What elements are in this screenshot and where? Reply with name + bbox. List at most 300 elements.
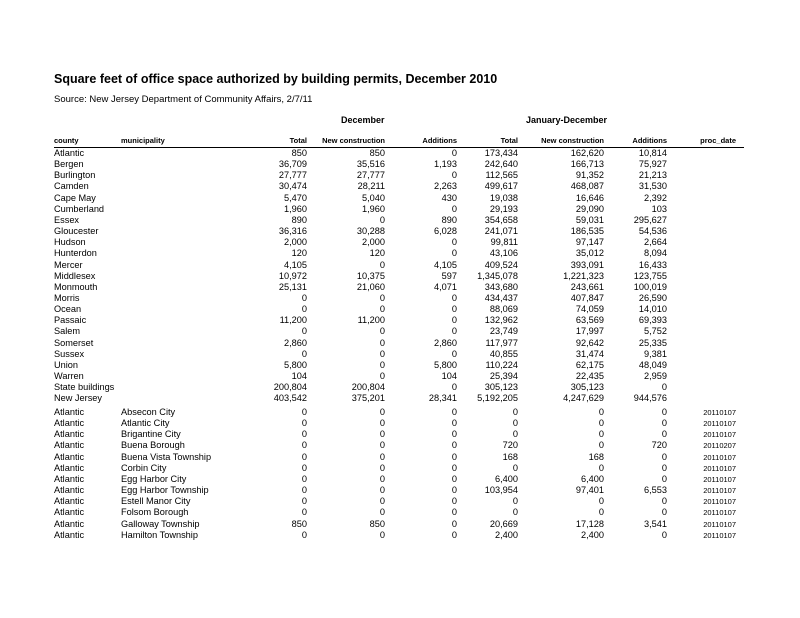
county-cell: Atlantic (54, 485, 85, 496)
municipality-cell: Buena Vista Township (121, 451, 212, 462)
yr-additions-cell: 54,536 (638, 226, 667, 237)
yr-total-cell: 0 (512, 429, 518, 440)
county-cell: Ocean (54, 304, 82, 315)
dec-additions-cell: 1,193 (434, 159, 457, 170)
yr-total-cell: 5,192,205 (477, 393, 518, 404)
municipality-table-row (0, 440, 800, 451)
yr-additions-cell: 0 (661, 529, 667, 540)
yr-total-cell: 434,437 (484, 292, 518, 303)
county-table-row (0, 338, 800, 349)
yr-additions-cell: 8,094 (644, 248, 667, 259)
county-cell: Cape May (54, 192, 96, 203)
dec-new-construction-cell: 2,000 (362, 237, 385, 248)
county-cell: Essex (54, 214, 80, 225)
county-cell: Union (54, 359, 79, 370)
dec-new-construction-cell: 0 (379, 359, 385, 370)
yr-total-cell: 409,524 (484, 259, 518, 270)
dec-total-cell: 0 (301, 407, 307, 417)
county-table-row (0, 170, 800, 181)
dec-new-construction-cell: 0 (379, 418, 385, 429)
yr-additions-cell: 0 (661, 496, 667, 507)
municipality-table-row (0, 418, 800, 429)
group-header-january-december: January-December (526, 115, 608, 125)
dec-additions-cell: 0 (451, 518, 457, 529)
dec-total-cell: 850 (291, 148, 307, 158)
county-cell: Atlantic (54, 462, 85, 473)
dec-additions-cell: 0 (451, 315, 457, 326)
county-table-row (0, 159, 800, 170)
dec-total-cell: 5,470 (284, 192, 307, 203)
yr-total-cell: 0 (512, 496, 518, 507)
dec-additions-cell: 5,800 (434, 359, 457, 370)
dec-additions-cell: 0 (451, 451, 457, 462)
dec-additions-cell: 0 (451, 148, 457, 158)
dec-new-construction-cell: 0 (379, 440, 385, 451)
dec-new-construction-cell: 0 (379, 507, 385, 518)
dec-new-construction-cell: 850 (369, 518, 385, 529)
dec-total-cell: 0 (301, 304, 307, 315)
yr-additions-cell: 0 (661, 473, 667, 484)
dec-new-construction-cell: 0 (379, 326, 385, 337)
yr-additions-cell: 5,752 (644, 326, 667, 337)
municipality-cell: Galloway Township (121, 518, 200, 529)
proc-date-cell: 20110107 (703, 486, 736, 496)
municipality-table-row (0, 407, 800, 418)
yr-total-cell: 29,193 (489, 203, 518, 214)
col-header-municipality: municipality (121, 136, 165, 145)
county-cell: Atlantic (54, 440, 85, 451)
yr-total-cell: 23,749 (489, 326, 518, 337)
municipality-table-row (0, 530, 800, 541)
yr-total-cell: 117,977 (485, 337, 518, 348)
yr-total-cell: 499,617 (484, 181, 518, 192)
yr-new-construction-cell: 62,175 (575, 359, 604, 370)
yr-new-construction-cell: 17,128 (575, 518, 604, 529)
yr-additions-cell: 2,392 (644, 192, 667, 203)
dec-new-construction-cell: 1,960 (362, 203, 385, 214)
dec-additions-cell: 0 (451, 407, 457, 417)
county-table-row (0, 304, 800, 315)
yr-additions-cell: 48,049 (638, 359, 667, 370)
municipality-cell: Estell Manor City (121, 496, 191, 507)
county-cell: Morris (54, 292, 80, 303)
dec-additions-cell: 0 (451, 440, 457, 451)
dec-additions-cell: 0 (451, 170, 457, 181)
dec-new-construction-cell: 0 (379, 473, 385, 484)
yr-new-construction-cell: 16,646 (575, 192, 604, 203)
yr-total-cell: 173,434 (484, 148, 518, 158)
yr-new-construction-cell: 0 (598, 429, 604, 440)
col-header-yr-additions: Additions (632, 136, 667, 145)
col-header-proc-date: proc_date (700, 136, 736, 145)
dec-total-cell: 0 (301, 529, 307, 540)
dec-total-cell: 403,542 (273, 393, 307, 404)
yr-new-construction-cell: 162,620 (570, 148, 604, 158)
county-cell: Atlantic (54, 518, 85, 529)
dec-total-cell: 2,000 (284, 237, 307, 248)
dec-total-cell: 0 (301, 440, 307, 451)
proc-date-cell: 20110107 (703, 474, 736, 484)
yr-new-construction-cell: 168 (588, 451, 604, 462)
dec-new-construction-cell: 850 (369, 148, 385, 158)
county-cell: Burlington (54, 170, 96, 181)
yr-total-cell: 0 (512, 407, 518, 417)
dec-new-construction-cell: 0 (379, 407, 385, 417)
dec-new-construction-cell: 0 (379, 371, 385, 381)
county-table-row (0, 315, 800, 326)
dec-total-cell: 36,709 (278, 159, 307, 170)
yr-additions-cell: 75,927 (638, 159, 667, 170)
municipality-table-row (0, 485, 800, 496)
yr-total-cell: 1,345,078 (477, 270, 518, 281)
yr-total-cell: 40,855 (489, 348, 518, 359)
col-header-yr-total: Total (500, 136, 518, 145)
dec-new-construction-cell: 120 (369, 248, 385, 259)
county-cell: State buildings (54, 382, 115, 393)
dec-total-cell: 2,860 (284, 337, 307, 348)
yr-additions-cell: 10,814 (638, 148, 667, 158)
dec-total-cell: 0 (301, 507, 307, 518)
dec-new-construction-cell: 0 (379, 462, 385, 473)
county-cell: Camden (54, 181, 89, 192)
yr-additions-cell: 9,381 (644, 348, 667, 359)
yr-total-cell: 25,394 (489, 371, 518, 381)
dec-additions-cell: 0 (451, 529, 457, 540)
yr-total-cell: 241,071 (484, 226, 518, 237)
dec-new-construction-cell: 11,200 (357, 315, 385, 326)
county-cell: Sussex (54, 348, 85, 359)
dec-additions-cell: 0 (451, 248, 457, 259)
dec-total-cell: 25,131 (278, 281, 307, 292)
county-cell: Hudson (54, 237, 86, 248)
municipality-table-row (0, 496, 800, 507)
dec-additions-cell: 0 (451, 237, 457, 248)
yr-total-cell: 6,400 (495, 473, 518, 484)
dec-new-construction-cell: 0 (379, 292, 385, 303)
yr-total-cell: 103,954 (484, 485, 518, 496)
yr-additions-cell: 69,393 (638, 315, 667, 326)
county-table-row (0, 248, 800, 259)
dec-additions-cell: 0 (451, 507, 457, 518)
dec-new-construction-cell: 0 (379, 337, 385, 348)
yr-additions-cell: 0 (661, 382, 667, 393)
col-header-yr-new-construction: New construction (541, 136, 604, 145)
yr-additions-cell: 6,553 (644, 485, 667, 496)
yr-new-construction-cell: 243,661 (570, 281, 604, 292)
dec-additions-cell: 0 (451, 496, 457, 507)
proc-date-cell: 20110107 (703, 519, 736, 529)
dec-total-cell: 4,105 (284, 259, 307, 270)
dec-additions-cell: 0 (451, 429, 457, 440)
county-cell: Atlantic (54, 529, 85, 540)
dec-total-cell: 36,316 (278, 226, 307, 237)
yr-new-construction-cell: 0 (598, 496, 604, 507)
dec-new-construction-cell: 375,201 (351, 393, 385, 404)
yr-new-construction-cell: 305,123 (570, 382, 604, 393)
dec-total-cell: 0 (301, 462, 307, 473)
yr-new-construction-cell: 97,401 (575, 485, 604, 496)
dec-additions-cell: 430 (441, 192, 457, 203)
dec-total-cell: 0 (301, 473, 307, 484)
dec-additions-cell: 2,860 (434, 337, 457, 348)
county-cell: Atlantic (54, 507, 85, 518)
county-cell: Atlantic (54, 496, 85, 507)
municipality-table-row (0, 507, 800, 518)
dec-additions-cell: 0 (451, 292, 457, 303)
dec-additions-cell: 0 (451, 326, 457, 337)
yr-additions-cell: 720 (651, 440, 667, 451)
dec-total-cell: 0 (301, 451, 307, 462)
yr-new-construction-cell: 0 (598, 418, 604, 429)
dec-total-cell: 0 (301, 429, 307, 440)
dec-total-cell: 10,972 (278, 270, 307, 281)
col-header-dec-additions: Additions (422, 136, 457, 145)
dec-total-cell: 30,474 (278, 181, 307, 192)
dec-additions-cell: 0 (451, 473, 457, 484)
dec-new-construction-cell: 28,211 (357, 181, 385, 192)
municipality-cell: Egg Harbor City (121, 473, 187, 484)
county-cell: Hunterdon (54, 248, 97, 259)
proc-date-cell: 20110207 (703, 441, 736, 451)
group-header-december: December (341, 115, 385, 125)
municipality-cell: Folsom Borough (121, 507, 189, 518)
yr-total-cell: 2,400 (495, 529, 518, 540)
yr-new-construction-cell: 4,247,629 (563, 393, 604, 404)
yr-total-cell: 0 (512, 462, 518, 473)
municipality-cell: Absecon City (121, 407, 176, 417)
source-note: Source: New Jersey Department of Community Affairs, 2/7/11 (54, 94, 313, 105)
county-table-row (0, 393, 800, 404)
yr-total-cell: 168 (502, 451, 518, 462)
dec-total-cell: 11,200 (279, 315, 307, 326)
yr-additions-cell: 0 (661, 407, 667, 417)
dec-additions-cell: 597 (441, 270, 457, 281)
county-table-row (0, 204, 800, 215)
municipality-table-row (0, 429, 800, 440)
yr-total-cell: 110,224 (485, 359, 518, 370)
dec-total-cell: 27,777 (278, 170, 307, 181)
county-cell: Atlantic (54, 418, 85, 429)
county-cell: Atlantic (54, 451, 85, 462)
yr-new-construction-cell: 186,535 (570, 226, 604, 237)
proc-date-cell: 20110107 (703, 419, 736, 429)
dec-total-cell: 0 (301, 326, 307, 337)
yr-new-construction-cell: 35,012 (575, 248, 604, 259)
county-table-row (0, 271, 800, 282)
yr-total-cell: 43,106 (489, 248, 518, 259)
yr-total-cell: 0 (512, 418, 518, 429)
dec-additions-cell: 28,341 (428, 393, 457, 404)
yr-additions-cell: 25,335 (638, 337, 667, 348)
dec-additions-cell: 2,263 (434, 181, 457, 192)
proc-date-cell: 20110107 (703, 430, 736, 440)
yr-additions-cell: 0 (661, 418, 667, 429)
yr-new-construction-cell: 0 (598, 407, 604, 417)
dec-new-construction-cell: 30,288 (356, 226, 385, 237)
county-cell: Monmouth (54, 281, 98, 292)
yr-new-construction-cell: 17,997 (575, 326, 604, 337)
yr-new-construction-cell: 0 (598, 462, 604, 473)
dec-new-construction-cell: 5,040 (362, 192, 385, 203)
dec-total-cell: 0 (301, 485, 307, 496)
yr-new-construction-cell: 22,435 (575, 371, 604, 381)
yr-total-cell: 132,962 (484, 315, 518, 326)
county-table-row (0, 193, 800, 204)
yr-additions-cell: 0 (661, 462, 667, 473)
proc-date-cell: 20110107 (703, 530, 736, 540)
yr-total-cell: 343,680 (484, 281, 518, 292)
yr-new-construction-cell: 91,352 (575, 170, 604, 181)
yr-total-cell: 20,669 (489, 518, 518, 529)
dec-new-construction-cell: 0 (379, 451, 385, 462)
dec-new-construction-cell: 21,060 (356, 281, 385, 292)
yr-additions-cell: 295,627 (633, 214, 667, 225)
county-cell: Passaic (54, 315, 87, 326)
county-table-row (0, 326, 800, 337)
dec-new-construction-cell: 10,375 (356, 270, 385, 281)
county-cell: Mercer (54, 259, 83, 270)
yr-new-construction-cell: 1,221,323 (563, 270, 604, 281)
yr-new-construction-cell: 0 (598, 507, 604, 518)
county-table-row (0, 226, 800, 237)
dec-new-construction-cell: 0 (379, 485, 385, 496)
dec-additions-cell: 0 (451, 418, 457, 429)
yr-new-construction-cell: 97,147 (575, 237, 604, 248)
county-table-row (0, 260, 800, 271)
yr-additions-cell: 3,541 (644, 518, 667, 529)
col-header-dec-new-construction: New construction (322, 136, 385, 145)
yr-total-cell: 242,640 (484, 159, 518, 170)
dec-new-construction-cell: 0 (379, 304, 385, 315)
dec-additions-cell: 6,028 (434, 226, 457, 237)
dec-additions-cell: 104 (441, 371, 457, 381)
yr-additions-cell: 0 (661, 451, 667, 462)
municipality-table-row (0, 519, 800, 530)
yr-new-construction-cell: 166,713 (570, 159, 604, 170)
yr-additions-cell: 21,213 (638, 170, 667, 181)
county-cell: Warren (54, 371, 84, 381)
county-table-row (0, 349, 800, 360)
proc-date-cell: 20110107 (703, 408, 736, 417)
proc-date-cell: 20110107 (703, 497, 736, 507)
dec-total-cell: 0 (301, 348, 307, 359)
county-cell: Atlantic (54, 429, 85, 440)
yr-total-cell: 354,658 (484, 214, 518, 225)
yr-additions-cell: 103 (651, 203, 667, 214)
dec-additions-cell: 4,105 (434, 259, 457, 270)
yr-new-construction-cell: 59,031 (575, 214, 604, 225)
yr-new-construction-cell: 6,400 (581, 473, 604, 484)
county-table-row (0, 371, 800, 382)
dec-additions-cell: 0 (451, 485, 457, 496)
yr-new-construction-cell: 31,474 (575, 348, 604, 359)
municipality-table-row (0, 463, 800, 474)
county-table-row (0, 360, 800, 371)
dec-new-construction-cell: 200,804 (351, 382, 385, 393)
yr-additions-cell: 31,530 (638, 181, 667, 192)
dec-total-cell: 0 (301, 292, 307, 303)
municipality-table-row (0, 452, 800, 463)
county-table-row (0, 215, 800, 226)
yr-additions-cell: 26,590 (638, 292, 667, 303)
dec-new-construction-cell: 0 (379, 496, 385, 507)
yr-total-cell: 112,565 (485, 170, 518, 181)
yr-new-construction-cell: 2,400 (581, 529, 604, 540)
dec-new-construction-cell: 0 (379, 259, 385, 270)
county-cell: Gloucester (54, 226, 99, 237)
yr-new-construction-cell: 393,091 (570, 259, 604, 270)
county-cell: Somerset (54, 337, 94, 348)
dec-total-cell: 0 (301, 418, 307, 429)
municipality-cell: Brigantine City (121, 429, 181, 440)
yr-total-cell: 99,811 (490, 237, 518, 248)
yr-additions-cell: 0 (661, 507, 667, 518)
dec-additions-cell: 0 (451, 203, 457, 214)
dec-new-construction-cell: 27,777 (356, 170, 385, 181)
dec-total-cell: 0 (301, 496, 307, 507)
dec-new-construction-cell: 35,516 (356, 159, 385, 170)
county-cell: Middlesex (54, 270, 96, 281)
yr-new-construction-cell: 468,087 (570, 181, 604, 192)
yr-new-construction-cell: 63,569 (575, 315, 604, 326)
dec-new-construction-cell: 0 (379, 214, 385, 225)
yr-additions-cell: 14,010 (638, 304, 667, 315)
dec-new-construction-cell: 0 (379, 348, 385, 359)
county-table-row (0, 148, 800, 159)
yr-total-cell: 88,069 (489, 304, 518, 315)
yr-new-construction-cell: 407,847 (570, 292, 604, 303)
dec-total-cell: 104 (291, 371, 307, 381)
dec-additions-cell: 0 (451, 348, 457, 359)
dec-new-construction-cell: 0 (379, 429, 385, 440)
county-cell: Salem (54, 326, 81, 337)
yr-total-cell: 305,123 (484, 382, 518, 393)
county-cell: Bergen (54, 159, 84, 170)
county-cell: Atlantic (54, 148, 85, 158)
county-table-row (0, 282, 800, 293)
dec-total-cell: 200,804 (273, 382, 307, 393)
county-table-row (0, 181, 800, 192)
proc-date-cell: 20110107 (703, 463, 736, 473)
yr-new-construction-cell: 0 (598, 440, 604, 451)
dec-total-cell: 890 (291, 214, 307, 225)
yr-total-cell: 0 (512, 507, 518, 518)
yr-additions-cell: 0 (661, 429, 667, 440)
municipality-cell: Hamilton Township (121, 529, 198, 540)
county-table-row (0, 237, 800, 248)
proc-date-cell: 20110107 (703, 508, 736, 518)
municipality-cell: Atlantic City (121, 418, 170, 429)
county-cell: Atlantic (54, 473, 85, 484)
dec-total-cell: 120 (291, 248, 307, 259)
county-cell: New Jersey (54, 393, 102, 404)
yr-additions-cell: 16,433 (638, 259, 667, 270)
yr-additions-cell: 2,959 (644, 371, 667, 381)
yr-total-cell: 19,038 (489, 192, 518, 203)
yr-new-construction-cell: 92,642 (575, 337, 604, 348)
dec-additions-cell: 0 (451, 304, 457, 315)
yr-additions-cell: 100,019 (633, 281, 667, 292)
municipality-cell: Corbin City (121, 462, 167, 473)
dec-total-cell: 5,800 (284, 359, 307, 370)
proc-date-cell: 20110107 (703, 452, 736, 462)
yr-new-construction-cell: 29,090 (575, 203, 604, 214)
yr-additions-cell: 2,664 (644, 237, 667, 248)
dec-additions-cell: 890 (441, 214, 457, 225)
municipality-table-row (0, 474, 800, 485)
col-header-county: county (54, 136, 79, 145)
yr-additions-cell: 944,576 (633, 393, 667, 404)
